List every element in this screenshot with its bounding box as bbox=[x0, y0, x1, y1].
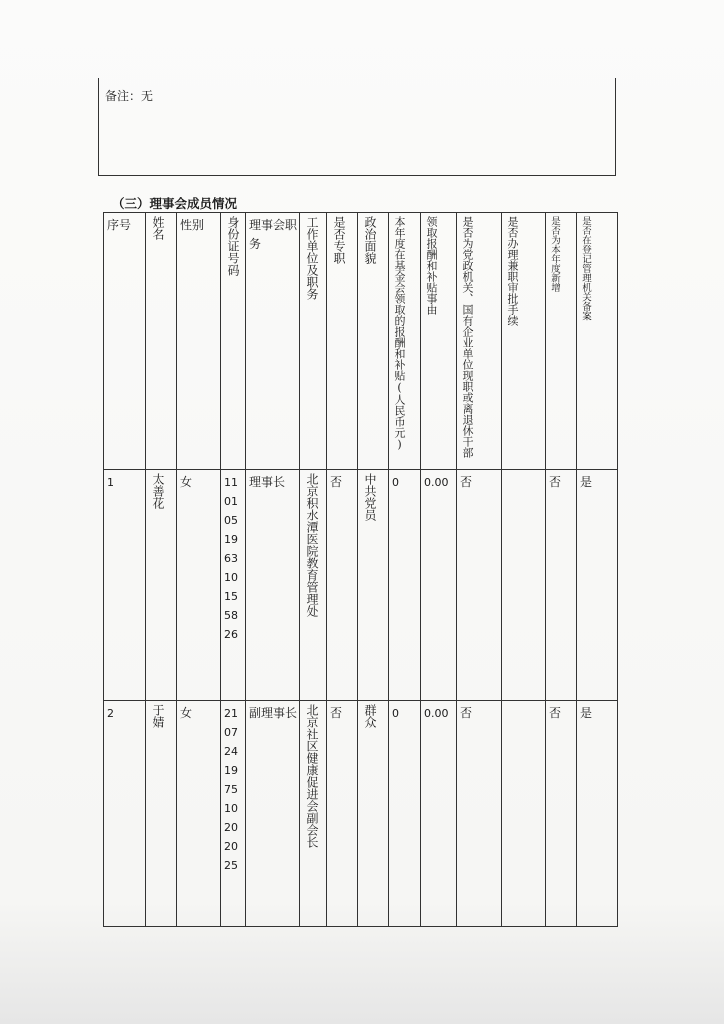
board-members-table bbox=[103, 212, 618, 927]
cell-remuneration-reason: 0.00 bbox=[421, 470, 457, 701]
cell-name: 于婧 bbox=[146, 701, 177, 927]
header-cell: 本年度在基金会领取的报酬和补贴(人民币元) bbox=[389, 213, 421, 470]
header-cell: 工作单位及职务 bbox=[300, 213, 327, 470]
remark-box bbox=[98, 78, 616, 176]
cell-part-time-approval bbox=[502, 470, 546, 701]
header-cell: 是否专职 bbox=[327, 213, 358, 470]
cell-remuneration: 0 bbox=[389, 470, 421, 701]
cell-name: 太善花 bbox=[146, 470, 177, 701]
cell-gender: 女 bbox=[177, 470, 221, 701]
header-cell: 姓名 bbox=[146, 213, 177, 470]
cell-full-time: 否 bbox=[327, 701, 358, 927]
cell-no: 1 bbox=[104, 470, 146, 701]
header-cell: 领取报酬和补贴事由 bbox=[421, 213, 457, 470]
header-cell: 性别 bbox=[177, 213, 221, 470]
cell-remuneration-reason: 0.00 bbox=[421, 701, 457, 927]
header-cell: 政治面貌 bbox=[358, 213, 389, 470]
table-header-row bbox=[104, 213, 618, 470]
cell-id-number: 210724197510202025 bbox=[221, 701, 246, 927]
header-cell: 序号 bbox=[104, 213, 146, 470]
cell-part-time-approval bbox=[502, 701, 546, 927]
cell-political-status: 群众 bbox=[358, 701, 389, 927]
header-cell: 是否为党政机关、国有企业单位现职或离退休干部 bbox=[457, 213, 502, 470]
table-row bbox=[104, 701, 618, 927]
cell-gender: 女 bbox=[177, 701, 221, 927]
header-cell: 是否在登记管理机关备案 bbox=[577, 213, 618, 470]
cell-party-cadre: 否 bbox=[457, 470, 502, 701]
cell-party-cadre: 否 bbox=[457, 701, 502, 927]
cell-new-this-year: 否 bbox=[546, 470, 577, 701]
cell-political-status: 中共党员 bbox=[358, 470, 389, 701]
cell-no: 2 bbox=[104, 701, 146, 927]
header-cell: 理事会职务 bbox=[246, 213, 300, 470]
cell-position: 理事长 bbox=[246, 470, 300, 701]
table-row bbox=[104, 470, 618, 701]
cell-work-unit: 北京积水潭医院教育管理处 bbox=[300, 470, 327, 701]
section-title: （三）理事会成员情况 bbox=[112, 196, 238, 211]
cell-id-number: 110105196310155826 bbox=[221, 470, 246, 701]
cell-remuneration: 0 bbox=[389, 701, 421, 927]
header-cell: 是否为本年度新增 bbox=[546, 213, 577, 470]
header-cell: 身份证号码 bbox=[221, 213, 246, 470]
cell-filed: 是 bbox=[577, 701, 618, 927]
cell-position: 副理事长 bbox=[246, 701, 300, 927]
cell-full-time: 否 bbox=[327, 470, 358, 701]
remark-text: 备注：无 bbox=[105, 89, 154, 103]
cell-filed: 是 bbox=[577, 470, 618, 701]
cell-new-this-year: 否 bbox=[546, 701, 577, 927]
header-cell: 是否办理兼职审批手续 bbox=[502, 213, 546, 470]
cell-work-unit: 北京社区健康促进会副会长 bbox=[300, 701, 327, 927]
